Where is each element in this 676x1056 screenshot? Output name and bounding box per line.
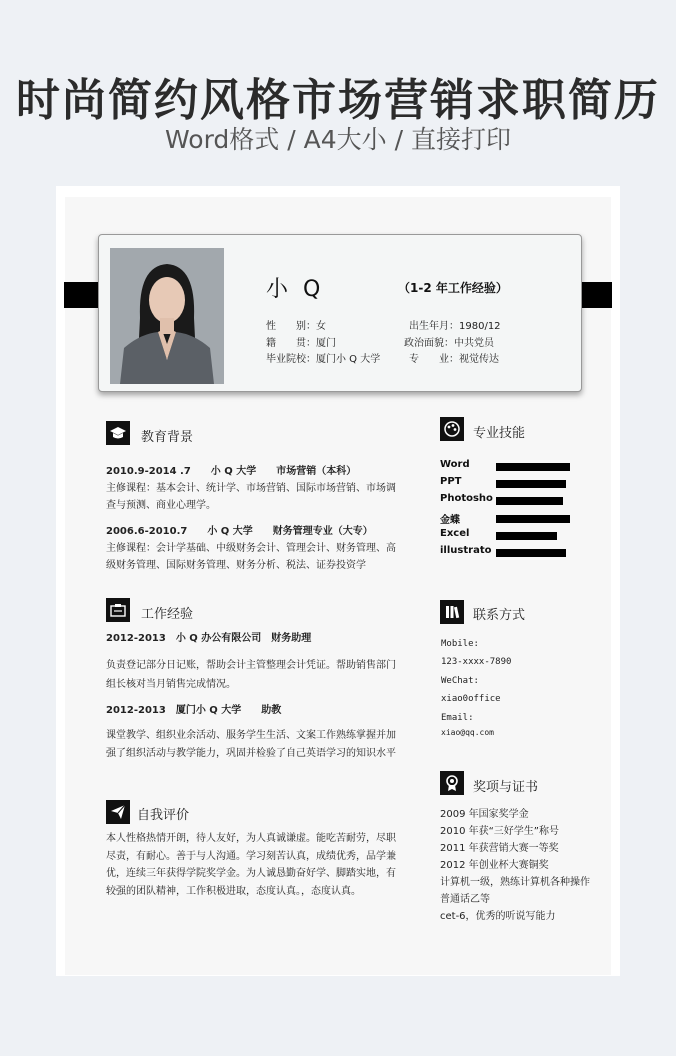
info-gender: 性 别：女 — [266, 321, 326, 332]
contact-mobile: 123-xxxx-7890 — [441, 657, 512, 667]
contact-wechat-label: WeChat: — [441, 676, 479, 686]
skill-level-bar — [496, 497, 563, 505]
skill-level-bar — [496, 549, 566, 557]
education-section-title: 教育背景 — [141, 430, 194, 445]
header-band-left — [64, 282, 100, 308]
award-item: cet-6，优秀的听说写能力 — [440, 911, 556, 922]
contact-email-label: Email: — [441, 713, 474, 723]
profile-experience: （1-2 年工作经验） — [398, 281, 508, 295]
paper-plane-icon — [106, 800, 130, 824]
self-eval-body: 本人性格热情开朗，待人友好，为人真诚谦虚。能吃苦耐劳，尽职尽责，有耐心。善于与人沟通。学习刻苦认真，成绩优秀，品学兼优，连续三年获得学院奖学金。为人诚恳勤奋好学、脚踏实地，有较强的团队精神，工作积极进取，态度认真。，态度认真。 — [106, 833, 396, 897]
skill-name: Excel — [440, 527, 470, 539]
work-section-title: 工作经验 — [141, 607, 194, 622]
banner-title: 时尚简约风格市场营销求职简历 — [16, 75, 660, 126]
header-band-right — [580, 282, 612, 308]
profile-name: 小 Q — [266, 277, 325, 302]
skill-name: Word — [440, 459, 470, 470]
skill-name: Photosho — [440, 493, 493, 505]
address-book-icon — [440, 600, 464, 624]
skill-name: PPT — [440, 476, 462, 488]
id-card-icon — [106, 598, 130, 622]
award-item: 2010 年获“三好学生”称号 — [440, 826, 559, 837]
award-medal-icon — [440, 771, 464, 795]
contact-email: xiao@qq.com — [441, 728, 494, 737]
education-head-2: 2006.6-2010.7 小 Q 大学 财务管理专业（大专） — [106, 526, 373, 537]
education-head-1: 2010.9-2014 .7 小 Q 大学 市场营销（本科） — [106, 466, 357, 477]
skill-name: 金蝶 — [440, 514, 460, 526]
skill-name: illustrato — [440, 545, 492, 556]
award-item: 2012 年创业杯大赛铜奖 — [440, 860, 549, 871]
info-school: 毕业院校：厦门小 Q 大学 — [266, 354, 381, 365]
banner-subtitle: Word格式 / A4大小 / 直接打印 — [165, 125, 511, 154]
profile-photo — [110, 248, 224, 384]
graduation-cap-icon — [106, 421, 130, 445]
work-body-1: 负责登记部分日记账，帮助会计主管整理会计凭证。帮助销售部门组长核对当月销售完成情况。 — [106, 660, 396, 690]
contact-wechat: xiao0office — [441, 694, 501, 704]
contact-mobile-label: Mobile: — [441, 639, 479, 649]
skill-level-bar — [496, 532, 557, 540]
skills-section-title: 专业技能 — [473, 426, 526, 441]
self-eval-section-title: 自我评价 — [137, 808, 190, 823]
info-birth: 出生年月：1980/12 — [409, 321, 501, 332]
info-hometown: 籍 贯：厦门 — [266, 338, 336, 349]
skill-level-bar — [496, 463, 570, 471]
skill-level-bar — [496, 480, 566, 488]
work-head-2: 2012-2013 厦门小 Q 大学 助教 — [106, 705, 282, 716]
info-political: 政治面貌：中共党员 — [404, 338, 494, 349]
award-item: 普通话乙等 — [440, 894, 490, 905]
palette-icon — [440, 417, 464, 441]
award-item: 计算机一级，熟练计算机各种操作 — [440, 877, 590, 888]
award-item: 2009 年国家奖学金 — [440, 809, 529, 820]
contact-section-title: 联系方式 — [473, 608, 526, 623]
awards-section-title: 奖项与证书 — [473, 780, 539, 795]
award-item: 2011 年获营销大赛一等奖 — [440, 843, 559, 854]
skill-level-bar — [496, 515, 570, 523]
info-major: 专 业：视觉传达 — [409, 354, 499, 365]
education-body-2: 主修课程：会计学基础、中级财务会计、管理会计、财务管理、高级财务管理、国际财务管理、财务分析、税法、证券投资学 — [106, 543, 396, 571]
work-head-1: 2012-2013 小 Q 办公有限公司 财务助理 — [106, 633, 312, 644]
education-body-1: 主修课程：基本会计、统计学、市场营销、国际市场营销、市场调查与预测、商业心理学。 — [106, 483, 396, 511]
work-body-2: 课堂教学、组织业余活动、服务学生生活、文案工作熟练掌握并加强了组织活动与教学能力，巩固并检验了自己英语学习的知识水平 — [106, 730, 396, 759]
